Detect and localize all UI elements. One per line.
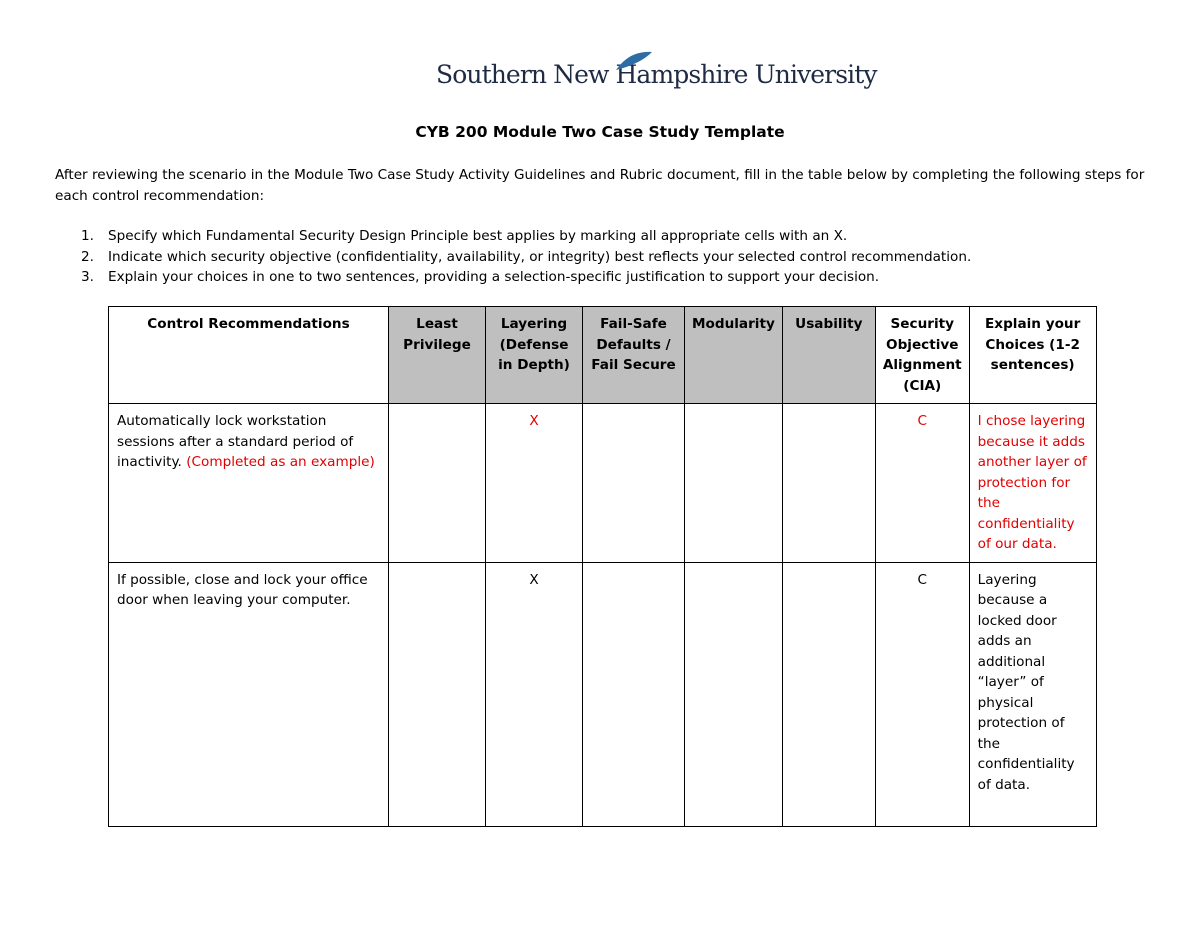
leaf-icon bbox=[614, 50, 654, 72]
fail-safe-cell bbox=[583, 562, 685, 826]
header-cia: Security Objective Alignment (CIA) bbox=[875, 307, 969, 404]
least-privilege-cell bbox=[389, 562, 486, 826]
layering-cell: X bbox=[486, 562, 583, 826]
modularity-cell bbox=[685, 562, 783, 826]
explanation-cell: Layering because a locked door adds an additional “layer” of physical protection of the confidentiality of data. bbox=[969, 562, 1096, 826]
explanation-cell: I chose layering because it adds another layer of protection for the confidentiality of our data. bbox=[969, 404, 1096, 563]
list-item bbox=[55, 267, 1155, 288]
step-number: 2. bbox=[81, 248, 94, 265]
page-title: CYB 200 Module Two Case Study Template bbox=[415, 123, 785, 141]
usability-cell bbox=[782, 404, 875, 563]
logo-wordmark: Southern New Hampshire University bbox=[436, 60, 877, 89]
header-modularity: Modularity bbox=[685, 307, 783, 404]
list-item bbox=[55, 247, 1155, 268]
recommendations-table bbox=[108, 306, 1097, 827]
header-least-privilege: Least Privilege bbox=[389, 307, 486, 404]
least-privilege-cell bbox=[389, 404, 486, 563]
table-row bbox=[109, 404, 1097, 563]
cia-cell: C bbox=[875, 562, 969, 826]
cia-cell: C bbox=[875, 404, 969, 563]
step-text: Explain your choices in one to two sentences, providing a selection-specific justification to support your decision. bbox=[108, 269, 880, 285]
header-usability: Usability bbox=[782, 307, 875, 404]
usability-cell bbox=[782, 562, 875, 826]
header-fail-safe: Fail-Safe Defaults / Fail Secure bbox=[583, 307, 685, 404]
steps-list bbox=[55, 226, 1155, 288]
layering-cell: X bbox=[486, 404, 583, 563]
step-number: 3. bbox=[81, 269, 94, 285]
table-row bbox=[109, 562, 1097, 826]
header-layering: Layering (Defense in Depth) bbox=[486, 307, 583, 404]
university-logo bbox=[436, 60, 877, 89]
step-number: 1. bbox=[81, 228, 94, 244]
intro-paragraph: After reviewing the scenario in the Module Two Case Study Activity Guidelines and Rubric document, fill in the table below by completing the following steps for each control recommendation: bbox=[55, 167, 1145, 204]
header-control-recommendations: Control Recommendations bbox=[109, 307, 389, 404]
step-text: Indicate which security objective (confidentiality, availability, or integrity) best reflects your selected control recommendation. bbox=[108, 248, 972, 265]
list-item bbox=[55, 226, 1155, 247]
table-header-row bbox=[109, 307, 1097, 404]
step-text: Specify which Fundamental Security Design Principle best applies by marking all appropriate cells with an X. bbox=[108, 228, 848, 244]
example-note: (Completed as an example) bbox=[186, 454, 375, 470]
recommendation-text: Automatically lock workstation sessions after a standard period of inactivity. bbox=[117, 413, 354, 470]
modularity-cell bbox=[685, 404, 783, 563]
header-explain: Explain your Choices (1-2 sentences) bbox=[969, 307, 1096, 404]
fail-safe-cell bbox=[583, 404, 685, 563]
recommendation-cell bbox=[109, 404, 389, 563]
recommendation-cell: If possible, close and lock your office door when leaving your computer. bbox=[109, 562, 389, 826]
